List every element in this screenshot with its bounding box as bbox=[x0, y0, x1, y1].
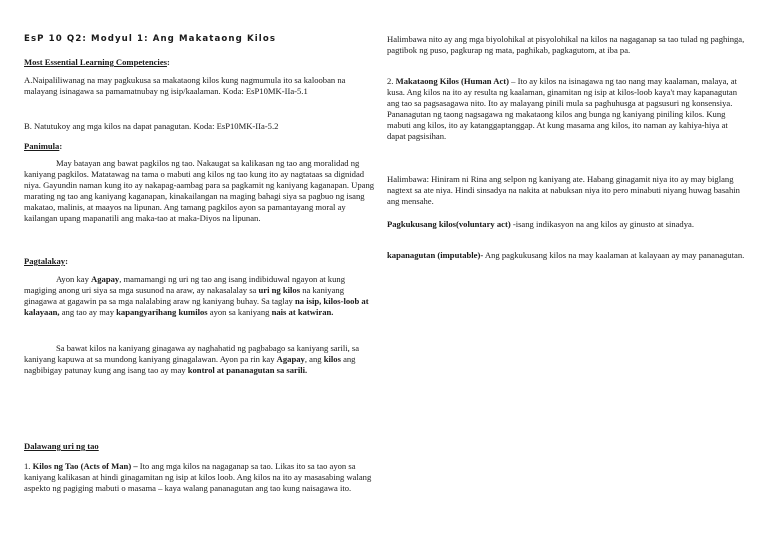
item-1-body: Ito ang mga kilos na nagaganap sa tao. Likas ito sa tao ayon sa kaniyang kalikasan at hindi ginagamitan ng isip at kilos loob. Ang kilos na ito ay masasabing walang aspekto ng pagiging mabuti o masama – kaya walang pananagutan ang tao kung naisagawa ito. bbox=[24, 461, 372, 493]
pagkukusang-body: -isang indikasyon na ang kilos ay ginusto at sinadya. bbox=[510, 219, 694, 229]
p2-text-a: Sa bawat kilos na kaniyang ginagawa ay naghahatid ng pagbabago sa kaniyang sarili, sa kaniyang kapuwa at sa mundong kaniyang ginagalawan. Ayon pa rin kay bbox=[24, 343, 360, 364]
item-1-term: Kilos ng Tao (Acts of Man) – bbox=[32, 461, 138, 471]
p1-kapangyarihan: kapangyarihang kumilos bbox=[116, 307, 208, 317]
p1-text-d: ang tao ay may bbox=[59, 307, 117, 317]
pagtalakay-heading-colon: : bbox=[65, 256, 68, 266]
module-title: EsP 10 Q2: Modyul 1: Ang Makataong Kilos bbox=[24, 34, 277, 44]
p1-text-e: ayon sa kaniyang bbox=[207, 307, 272, 317]
competency-b: B. Natutukoy ang mga kilos na dapat panagutan. Koda: EsP10MK-IIa-5.2 bbox=[24, 121, 279, 131]
halimbawa-2: Halimbawa: Hiniram ni Rina ang selpon ng kaniyang ate. Habang ginagamit niya ito ay may biglang nagtext sa ate niya. Hindi sinsadya na nakita at nabuksan niya ito pero minabuti niyang huwag basahin ang mensahe. bbox=[387, 174, 740, 206]
p1-isip: na isip, kilos-loob at kalayaan, bbox=[24, 296, 369, 317]
p2-kilos: kilos bbox=[323, 354, 341, 364]
item-2-body: – Ito ay kilos na isinagawa ng tao nang may kaalaman, malaya, at kusa. Ang kilos na ito ay resulta ng kaalaman, ginamitan ng isip at kilos-loob kaya't may kapanagutan ang tao sa pagsasagawa nito. Ito ay malayang pinili mula sa paghuhusga at pagsusuri ng konsensiya. Pananagutan ng taong nagsagawa ng makataong kilos ang bunga ng kaniyang piniling kilos. Kung mabuti ang kilos, ito ay katanggaptanggap. At kung masama ang kilos, ito naman ay kahiya-hiya at dapat pagsisihan. bbox=[387, 76, 737, 141]
item-1-number: 1. bbox=[24, 461, 33, 471]
pagkukusang-kilos bbox=[387, 219, 747, 230]
p1-text-c: na kaniyang ginagawa at gagawin pa sa mga nalalabing araw ng kaniyang buhay. Sa taglay bbox=[24, 285, 344, 306]
mec-heading-text: Most Essential Learning Competencies bbox=[24, 57, 167, 67]
mec-heading-colon: : bbox=[166, 57, 170, 67]
p1-nais: nais at katwiran. bbox=[271, 307, 334, 317]
panimula-body: May batayan ang bawat pagkilos ng tao. Nakaugat sa kalikasan ng tao ang moralidad ng kaniyang pagkilos. Matatawag na tama o mabuti ang kilos ng tao kung ito ay nagtataas sa dignidad niya. Gayundin naman kung ito ay nakapag-aambag para sa pagkamit ng kaniyang kaganapan. Upang marating ng tao ang kaniyang kaganapan, kinakailangan na maging bahagi siya sa pagbuo ng isang makatao, malinis, at maayos na lipunan. Ang tamang pagkilos ayon sa pamantayang moral ay kailangan upang mapanatili ang maka-tao at maka-Diyos na lipunan. bbox=[24, 158, 375, 223]
halimbawa-1: Halimbawa nito ay ang mga biyolohikal at pisyolohikal na kilos na nagaganap sa tao tulad ng paghinga, pagtibok ng puso, pagkurap ng mata, paghikab, pagkagutom, at iba pa. bbox=[387, 34, 745, 55]
item-2 bbox=[387, 76, 747, 142]
pagkukusang-term: Pagkukusang kilos(voluntary act) bbox=[387, 219, 511, 229]
p2-text-b: , ang bbox=[304, 354, 324, 364]
item-2-term: Makataong Kilos (Human Act) bbox=[395, 76, 509, 86]
pagtalakay-paragraph-1 bbox=[24, 274, 376, 318]
p2-agapay: Agapay bbox=[276, 354, 305, 364]
kapanagutan-term: kapanagutan (imputable)- bbox=[387, 250, 484, 260]
p1-text-a: Ayon kay bbox=[56, 274, 92, 284]
competency-a: A.Naipaliliwanag na may pagkukusa sa makataong kilos kung nagmumula ito sa kalooban na malayang isinagawa sa pamamatnubay ng isip/kaalaman. Koda: EsP10MK-IIa-5.1 bbox=[24, 75, 346, 96]
p1-agapay: Agapay bbox=[91, 274, 120, 284]
pagtalakay-paragraph-2 bbox=[24, 343, 376, 376]
p2-text-c: ang nagbibigay patunay kung ang isang tao ay may bbox=[24, 354, 356, 375]
panimula-heading-colon: : bbox=[59, 141, 63, 151]
mec-heading bbox=[24, 57, 376, 68]
panimula-heading bbox=[24, 141, 376, 152]
pagtalakay-heading bbox=[24, 256, 376, 267]
item-1 bbox=[24, 461, 376, 494]
p1-uri-ng-kilos: uri ng kilos bbox=[258, 285, 301, 295]
item-2-number: 2. bbox=[387, 76, 396, 86]
dalawang-uri-heading: Dalawang uri ng tao bbox=[24, 441, 99, 451]
panimula-heading-text: Panimula bbox=[24, 141, 60, 151]
p2-kontrol: kontrol at pananagutan sa sarili. bbox=[187, 365, 308, 375]
kapanagutan-body: Ang pagkukusang kilos na may kaalaman at kalayaan ay may pananagutan. bbox=[483, 250, 745, 260]
pagtalakay-heading-text: Pagtalakay bbox=[24, 256, 66, 266]
kapanagutan bbox=[387, 250, 747, 261]
p1-text-b: , mamamangi ng uri ng tao ang isang indibiduwal ngayon at kung magiging anong uri siya sa mga susunod na araw, ay nakasalalay sa bbox=[24, 274, 345, 295]
